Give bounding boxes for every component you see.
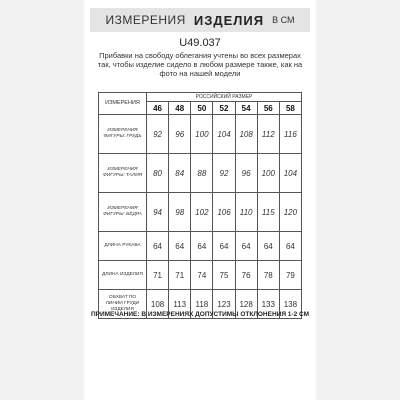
title-bar: [90, 8, 310, 32]
row-label: ДЛИНА ИЗДЕЛИЯ: [99, 261, 147, 290]
table-cell: 123: [213, 290, 235, 319]
title-measurements: ИЗМЕРЕНИЯ: [105, 13, 186, 27]
table-cell: 115: [257, 193, 279, 232]
size-header-56: 56: [257, 102, 279, 115]
table-cell: 106: [213, 193, 235, 232]
table-row: [99, 193, 302, 232]
row-label: ИЗМЕРЕНИЯ ФИГУРЫ: БЁДРА: [99, 193, 147, 232]
size-header-54: 54: [235, 102, 257, 115]
table-cell: 116: [279, 115, 301, 154]
table-cell: 108: [235, 115, 257, 154]
table-cell: 104: [279, 154, 301, 193]
table-cell: 79: [279, 261, 301, 290]
table-cell: 112: [257, 115, 279, 154]
table-cell: 96: [169, 115, 191, 154]
table-cell: 75: [213, 261, 235, 290]
table-row: [99, 261, 302, 290]
size-chart-sheet: [84, 0, 316, 400]
size-header-48: 48: [169, 102, 191, 115]
table-cell: 64: [213, 232, 235, 261]
size-header-46: 46: [147, 102, 169, 115]
table-cell: 71: [147, 261, 169, 290]
header-label: ИЗМЕРЕНИЯ: [99, 93, 147, 115]
table-cell: 113: [169, 290, 191, 319]
table-cell: 92: [213, 154, 235, 193]
table-cell: 64: [147, 232, 169, 261]
table-cell: 120: [279, 193, 301, 232]
table-cell: 100: [257, 154, 279, 193]
fit-note: Прибавки на свободу облегания учтены во всех размерах так, чтобы изделие сидело в любом размере также, как на фото на нашей модели: [97, 51, 303, 78]
table-cell: 94: [147, 193, 169, 232]
table-row: [99, 115, 302, 154]
table-cell: 84: [169, 154, 191, 193]
table-row: [99, 154, 302, 193]
title-units: В СМ: [272, 15, 295, 25]
table-cell: 64: [279, 232, 301, 261]
size-group-label: РОССИЙСКИЙ РАЗМЕР: [147, 93, 302, 102]
table-cell: 102: [191, 193, 213, 232]
size-header-52: 52: [213, 102, 235, 115]
table-cell: 128: [235, 290, 257, 319]
size-table: [98, 92, 302, 319]
table-cell: 71: [169, 261, 191, 290]
table-row: [99, 232, 302, 261]
row-label: ОБХВАТ ПО ЛИНИИ ГРУДИ ИЗДЕЛИЯ: [99, 290, 147, 319]
row-label: ИЗМЕРЕНИЯ ФИГУРЫ: ТАЛИЯ: [99, 154, 147, 193]
table-cell: 118: [191, 290, 213, 319]
table-cell: 108: [147, 290, 169, 319]
size-header-58: 58: [279, 102, 301, 115]
table-cell: 64: [169, 232, 191, 261]
row-label: ИЗМЕРЕНИЯ ФИГУРЫ: ГРУДЬ: [99, 115, 147, 154]
table-cell: 98: [169, 193, 191, 232]
table-cell: 80: [147, 154, 169, 193]
table-cell: 133: [257, 290, 279, 319]
table-cell: 138: [279, 290, 301, 319]
row-label: ДЛИНА РУКАВА: [99, 232, 147, 261]
table-cell: 104: [213, 115, 235, 154]
title-item: ИЗДЕЛИЯ: [193, 12, 265, 28]
table-cell: 88: [191, 154, 213, 193]
table-cell: 96: [235, 154, 257, 193]
table-cell: 64: [257, 232, 279, 261]
article-code: U49.037: [179, 37, 221, 49]
tolerance-footnote: ПРИМЕЧАНИЕ: В ИЗМЕРЕНИЯХ ДОПУСТИМЫ ОТКЛОНЕНИЯ 1-2 СМ: [90, 311, 310, 318]
table-cell: 64: [235, 232, 257, 261]
table-cell: 100: [191, 115, 213, 154]
size-header-50: 50: [191, 102, 213, 115]
table-cell: 76: [235, 261, 257, 290]
table-cell: 64: [191, 232, 213, 261]
table-cell: 74: [191, 261, 213, 290]
table-cell: 110: [235, 193, 257, 232]
table-cell: 78: [257, 261, 279, 290]
table-cell: 92: [147, 115, 169, 154]
